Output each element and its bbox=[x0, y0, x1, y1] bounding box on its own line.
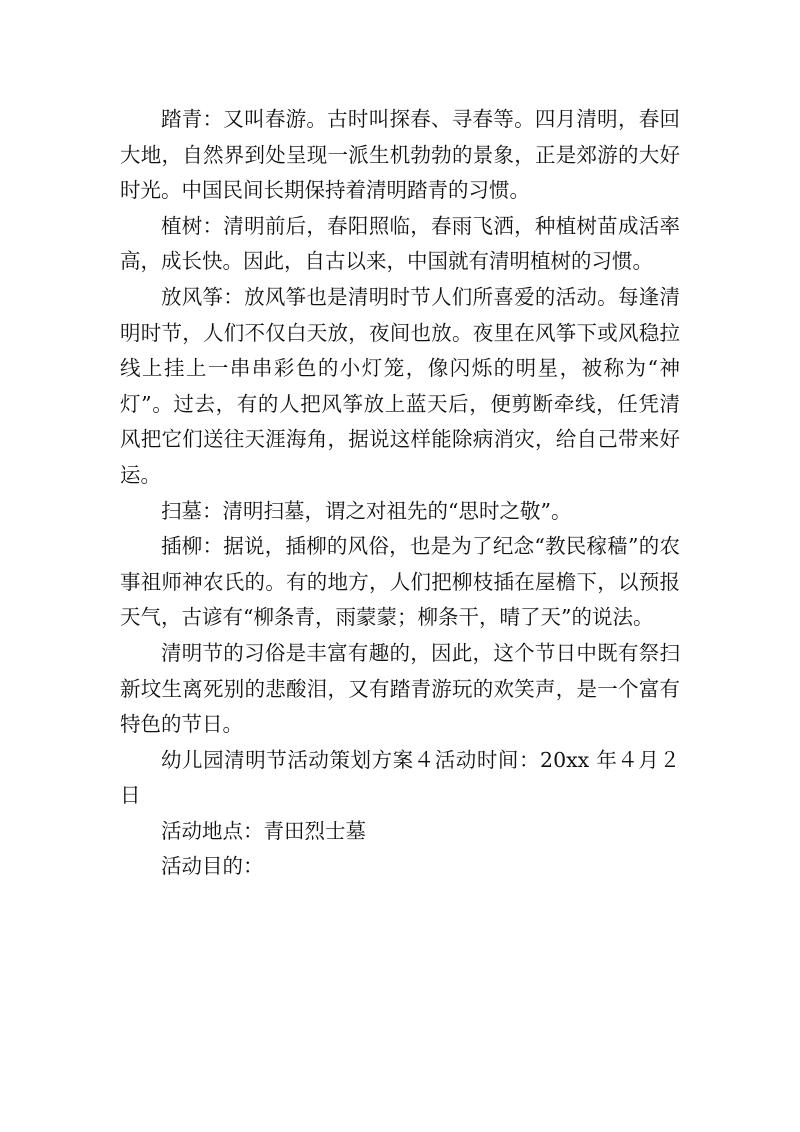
paragraph-chaliu: 插柳：据说，插柳的风俗，也是为了纪念“教民稼穑”的农事祖师神农氏的。有的地方，人们把柳枝插在屋檐下，以预报天气，古谚有“柳条青，雨蒙蒙；柳条干，晴了天”的说法。 bbox=[120, 534, 680, 630]
document-body bbox=[120, 102, 680, 885]
paragraph-summary: 清明节的习俗是丰富有趣的，因此，这个节日中既有祭扫新坟生离死别的悲酸泪，又有踏青游玩的欢笑声，是一个富有特色的节日。 bbox=[120, 640, 680, 737]
paragraph-zhishu: 植树：清明前后，春阳照临，春雨飞洒，种植树苗成活率高，成长快。因此，自古以来，中国就有清明植树的习惯。 bbox=[120, 213, 680, 274]
paragraph-location: 活动地点：青田烈士墓 bbox=[161, 818, 366, 843]
paragraph-plan-heading: 幼儿园清明节活动策划方案４活动时间：20xx 年４月２日 bbox=[120, 747, 680, 808]
paragraph-saomu: 扫墓：清明扫墓，谓之对祖先的“思时之敬”。 bbox=[161, 498, 572, 523]
paragraph-fengzheng: 放风筝：放风筝也是清明时节人们所喜爱的活动。每逢清明时节，人们不仅白天放，夜间也放。夜里在风筝下或风稳拉线上挂上一串串彩色的小灯笼，像闪烁的明星，被称为“神灯”。过去，有的人把风筝放上蓝天后，便剪断牵线，任凭清风把它们送往天涯海角，据说这样能除病消灾，给自己带来好运。 bbox=[120, 284, 680, 487]
paragraph-purpose: 活动目的： bbox=[161, 854, 264, 879]
paragraph-taqing: 踏青：又叫春游。古时叫探春、寻春等。四月清明，春回大地，自然界到处呈现一派生机勃勃的景象，正是郊游的大好时光。中国民间长期保持着清明踏青的习惯。 bbox=[120, 107, 680, 203]
